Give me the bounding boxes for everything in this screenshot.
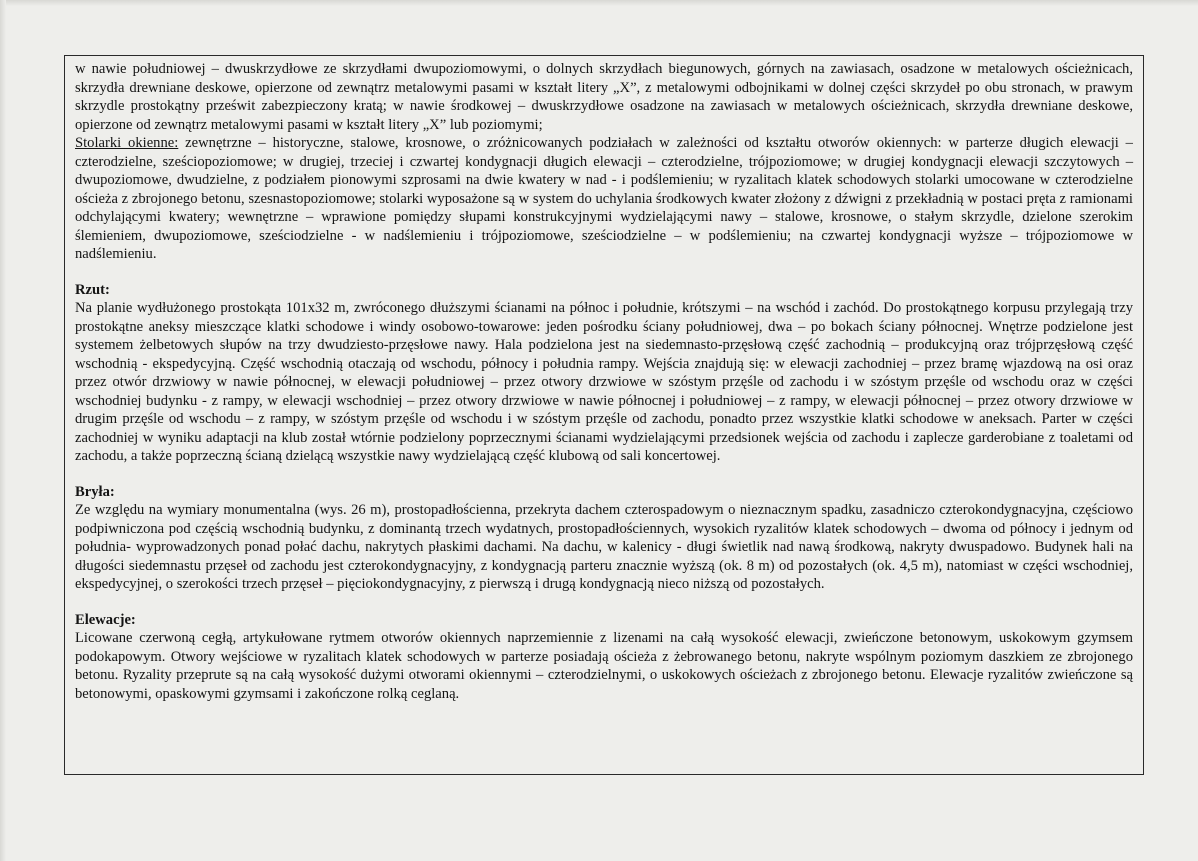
windows-text: zewnętrzne – historyczne, stalowe, krosnowe, o zróżnicowanych podziałach w zależności od kształtu otworów okiennych: w parterze długich elewacji – czterodzielne, sześciopoziomowe; w drugiej, trzeciej i czwartej kondygnacji długich elewacji – czterodzielne, trójpoziomowe; w drugiej kondygnacji elewacji szczytowych – dwupoziomowe, dwudzielne, z podziałem pionowymi szprosami na dwie kwatery w nad - i podślemieniu; w ryzalitach klatek schodowych stolarki umocowane w czterodzielne ościeża z zbrojonego betonu, szesnastopoziomowe; stolarki wyposażone są w system do uchylania środkowych kwater złożony z dźwigni z przekładnią w postaci pręta z ramionami odchylającymi kwatery; wewnętrzne – wprawione pomiędzy słupami konstrukcyjnymi wydzielającymi nawy – stalowe, krosnowe, o stałym skrzydle, dzielone szerokim ślemieniem, dwupoziomowe, sześciodzielne - w nadślemieniu i trójpoziomowe, sześciodzielne – w podślemieniu; na czwartej kondygnacji wyższe – trójpoziomowe w nadślemieniu.	[75, 135, 1133, 262]
section-body-bryla: Ze względu na wymiary monumentalna (wys. 26 m), prostopadłościenna, przekryta dachem czterospadowym o nieznacznym spadku, zasadniczo czterokondygnacyjna, częściowo podpiwniczona pod częścią wschodnią budynku, z dominantą trzech wydatnych, prostopadłościennych, wysokich ryzalitów klatek schodowych – dwoma od północy i jednym od południa- wyprowadzonych ponad połać dachu, nakrytych płaskimi dachami. Na dachu, w kalenicy - długi świetlik nad nawą środkową, nakryty dwuspadowo. Budynek hali na długości siedemnastu przęseł od zachodu jest czterokondygnacyjny, z kondygnacją parteru znacznie wyższą (ok. 8 m) od pozostałych (ok. 4,5 m), natomiast w części wschodniej, ekspedycyjnej, o szerokości trzech przęseł – pięciokondygnacyjny, z pierwszą i drugą kondygnacją nieco niższą od pozostałych.	[75, 502, 1133, 592]
scan-edge-top	[0, 0, 1198, 6]
section-heading-bryla: Bryła:	[75, 483, 115, 500]
scan-edge-left	[0, 0, 6, 861]
section-body-rzut: Na planie wydłużonego prostokąta 101x32 m, zwróconego dłuższymi ścianami na północ i południe, krótszymi – na wschód i zachód. Do prostokątnego korpusu przylegają trzy prostokątne aneksy mieszczące klatki schodowe i windy osobowo-towarowe: jeden pośrodku ściany południowej, dwa – po bokach ściany północnej. Wnętrze podzielone jest systemem żelbetowych słupów na trzy dwudziesto-przęsłowe nawy. Hala podzielona jest na siedemnasto-przęsłową część zachodnią – produkcyjną oraz trójprzęsłową część wschodnią - ekspedycyjną. Część wschodnią otaczają od wschodu, północy i południa rampy. Wejścia znajdują się: w elewacji zachodniej – przez bramę wjazdową na osi oraz przez otwór drzwiowy w nawie północnej, w elewacji południowej – przez otwory drzwiowe w szóstym przęśle od zachodu i w szóstym przęśle od wschodu oraz w części wschodniej budynku - z rampy, w elewacji wschodniej – przez otwory drzwiowe w nawie północnej i południowej – z rampy, w elewacji północnej – przez otwory drzwiowe w drugim przęśle od wschodu – z rampy, w szóstym przęśle od wschodu i w szóstym przęśle od zachodu, ponadto przez wszystkie klatki schodowe w aneksach. Parter w części zachodniej w wyniku adaptacji na klub został wtórnie podzielony poprzecznymi ścianami wydzielającymi przedsionek wejścia od zachodu i zaplecze garderobiane z toaletami od zachodu, a także poprzeczną ścianą dzielącą wszystkie nawy wydzielającą część klubową od sali koncertowej.	[75, 300, 1133, 464]
windows-label: Stolarki okienne:	[75, 135, 179, 151]
section-body-elewacje: Licowane czerwoną cegłą, artykułowane rytmem otworów okiennych naprzemiennie z lizenami na całą wysokość elewacji, zwieńczone betonowym, uskokowym gzymsem podokapowym. Otwory wejściowe w ryzalitach klatek schodowych w parterze posiadają ościeża z żebrowanego betonu, nakryte wspólnym poziomym daszkiem ze zbrojonego betonu. Ryzality przeprute są na całą wysokość dużymi otworami okiennymi – czterodzielnymi, o uskokowych ościeżach z zbrojonego betonu. Elewacje ryzalitów zwieńczone są betonowymi, opaskowymi gzymsami i zakończone rolką ceglaną.	[75, 630, 1133, 702]
windows-paragraph	[75, 134, 1133, 264]
intro-paragraph: w nawie południowej – dwuskrzydłowe ze skrzydłami dwupoziomowymi, o dolnych skrzydłach biegunowych, górnych na zawiasach, osadzone w metalowych ościeżnicach, skrzydła drewniane deskowe, opierzone od zewnątrz metalowymi pasami w kształt litery „X”, z metalowymi odbojnikami w dolnej części skrzydeł po obu stronach, w prawym skrzydle prostokątny prześwit zabezpieczony kratą; w nawie środkowej – dwuskrzydłowe osadzone na zawiasach w metalowych ościeżnicach, skrzydła drewniane deskowe, opierzone od zewnątrz metalowymi pasami w kształt litery „X” lub poziomymi;	[75, 61, 1133, 133]
document-frame	[64, 55, 1144, 775]
section-heading-rzut: Rzut:	[75, 281, 110, 298]
section-heading-elewacje: Elewacje:	[75, 611, 136, 628]
